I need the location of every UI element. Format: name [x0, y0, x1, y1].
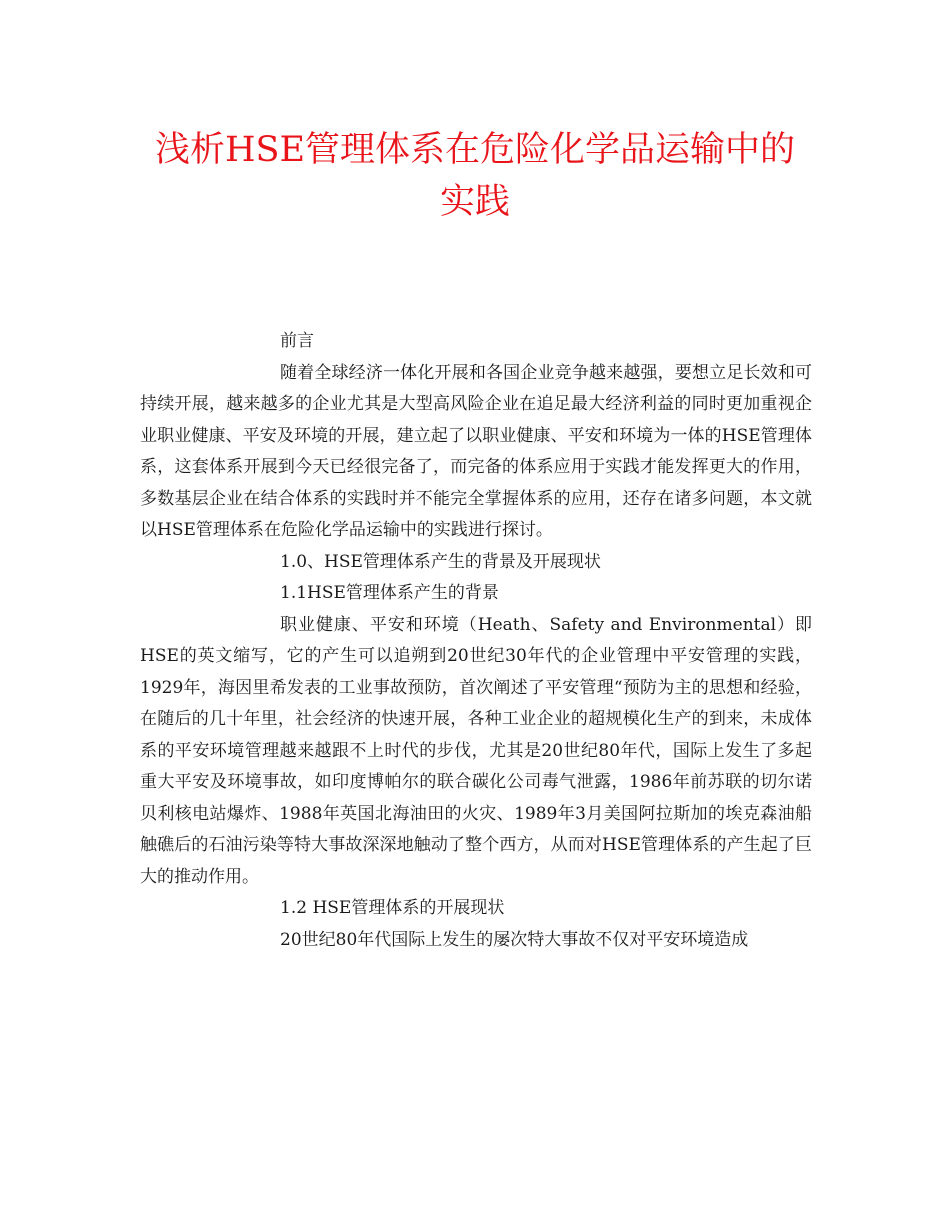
heading-section-1-1: 1.1HSE管理体系产生的背景 — [280, 583, 499, 603]
document-body — [140, 326, 812, 956]
heading-section-1-2: 1.2 HSE管理体系的开展现状 — [280, 898, 505, 918]
paragraph-section-1-2-body: 20世纪80年代国际上发生的屡次特大事故不仅对平安环境造成 — [280, 929, 749, 950]
paragraph-preface-body: 随着全球经济一体化开展和各国企业竞争越来越强，要想立足长效和可持续开展，越来越多的企业尤其是大型高风险企业在追足最大经济利益的同时更加重视企业职业健康、平安及环境的开展，建立起了以职业健康、平安和环境为一体的HSE管理体系，这套体系开展到今天已经很完备了，而完备的体系应用于实践才能发挥更大的作用，多数基层企业在结合体系的实践时并不能完全掌握体系的应用，还存在诸多问题，本文就以HSE管理体系在危险化学品运输中的实践进行探讨。 — [140, 362, 812, 540]
heading-preface: 前言 — [280, 331, 314, 351]
heading-section-1-0: 1.0、HSE管理体系产生的背景及开展现状 — [280, 551, 601, 572]
paragraph-section-1-1-body: 职业健康、平安和环境（Heath、Safety and Environmental）即HSE的英文缩写，它的产生可以追朔到20世纪30年代的企业管理中平安管理的实践，1929年，海因里希发表的工业事故预防，首次阐述了平安管理“预防为主的思想和经验，在随后的几十年里，社会经济的快速开展，各种工业企业的超规模化生产的到来，未成体系的平安环境管理越来越跟不上时代的步伐，尤其是20世纪80年代，国际上发生了多起重大平安及环境事故，如印度博帕尔的联合碳化公司毒气泄露，1986年前苏联的切尔诺贝利核电站爆炸、1988年英国北海油田的火灾、1989年3月美国阿拉斯加的埃克森油船触礁后的石油污染等特大事故深深地触动了整个西方，从而对HSE管理体系的产生起了巨大的推动作用。 — [140, 614, 812, 887]
document-title: 浅析HSE管理体系在危险化学品运输中的实践 — [154, 130, 796, 222]
